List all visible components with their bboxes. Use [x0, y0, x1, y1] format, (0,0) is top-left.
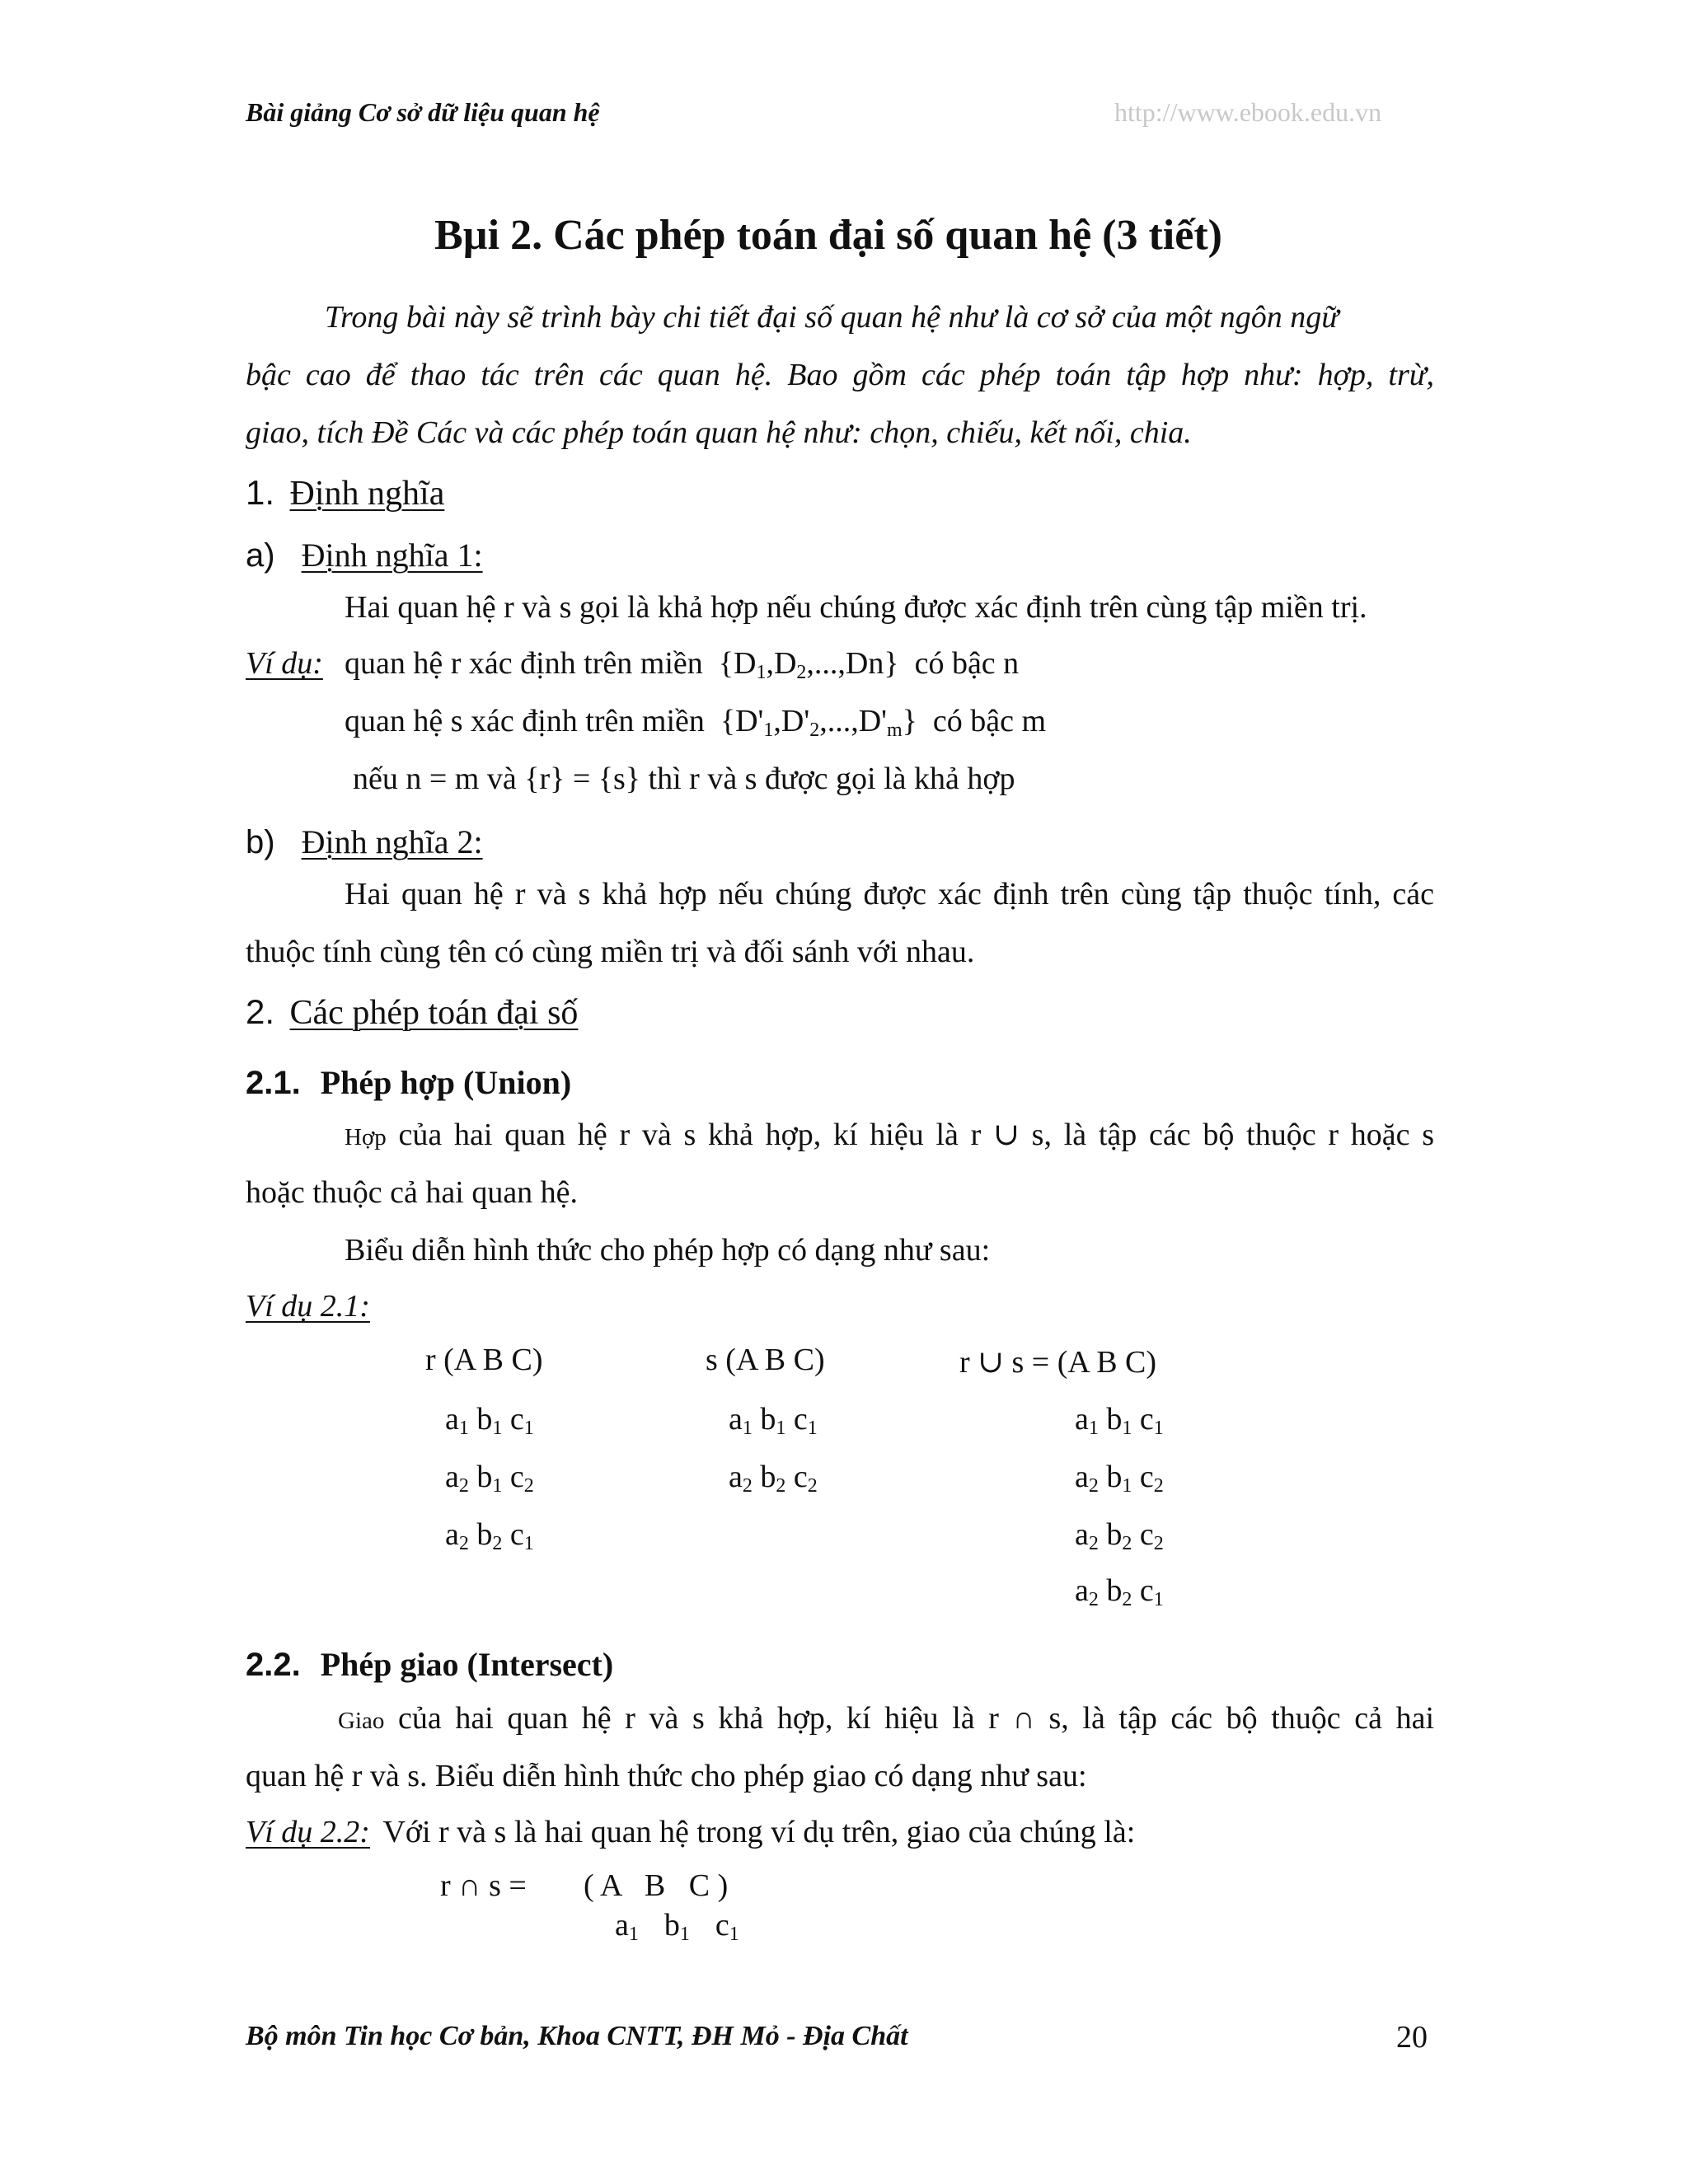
domain-set: [719, 646, 899, 681]
subscript: 2: [809, 719, 820, 741]
subsection-2-2-heading: [246, 1645, 613, 1684]
subsection-2-1-number: 2.1.: [246, 1065, 301, 1101]
intro-text: bậc cao để thao tác trên các quan hệ. Bao gồm các phép toán tập hợp như: hợp, trừ,: [246, 358, 1434, 392]
intro-line-3: giao, tích Đề Các và các phép toán quan hệ như: chọn, chiếu, kết nối, chia.: [246, 415, 1192, 450]
subscript: 1: [492, 1475, 503, 1497]
subsection-2-1-heading: [246, 1063, 571, 1102]
relation-r-row: $a_2$ $b_1$ $c_2$: [445, 1460, 534, 1497]
intro-line-2: [246, 346, 1434, 404]
relation-r-row: $a_1$ $b_1$ $c_1$: [445, 1402, 534, 1439]
union-result-row: $a_2$ $b_2$ $c_1$: [1075, 1573, 1164, 1610]
union-text: của hai quan hệ r và s khả hợp, kí hiệu là r ∪ s, là tập các bộ thuộc r hoặc s: [398, 1118, 1435, 1152]
subscript: 1: [763, 719, 774, 741]
domain-part: {D: [718, 646, 757, 681]
section-1-title: Định nghĩa: [289, 475, 445, 513]
subscript: 2: [776, 1475, 786, 1497]
subscript: 1: [1122, 1418, 1132, 1439]
example-2-2: [246, 1803, 1135, 1861]
definition-2-heading: [246, 823, 483, 861]
subscript: 2: [492, 1533, 503, 1554]
subscript: 1: [756, 662, 767, 683]
example-2-1-label: Ví dụ 2.1:: [246, 1289, 370, 1324]
subscript: 2: [1122, 1533, 1132, 1554]
subscript: 1: [523, 1533, 534, 1554]
subscript: 2: [1088, 1589, 1099, 1610]
subscript: 1: [679, 1924, 690, 1945]
section-2-title: Các phép toán đại số: [289, 994, 579, 1032]
example-text: quan hệ r xác định trên miền: [345, 646, 703, 681]
subscript: 1: [1153, 1418, 1164, 1439]
union-line-2: hoặc thuộc cả hai quan hệ.: [246, 1175, 579, 1210]
page-title: Bµi 2. Các phép toán đại số quan hệ (3 tiết): [434, 212, 1222, 259]
union-result-row: $a_1$ $b_1$ $c_1$: [1075, 1402, 1164, 1439]
domain-part: ,D': [773, 704, 810, 738]
intro-text: Trong bài này sẽ trình bày chi tiết đại số quan hệ như là cơ sở của một ngôn ngữ: [325, 300, 1339, 335]
section-2-heading: [246, 992, 578, 1033]
definition-2-line-2: thuộc tính cùng tên có cùng miền trị và đối sánh với nhau.: [246, 935, 975, 969]
subscript: 1: [492, 1418, 503, 1439]
example-line-2: [345, 692, 1046, 750]
example-2-2-label: Ví dụ 2.2:: [246, 1815, 370, 1849]
example-text: có bậc n: [914, 646, 1020, 681]
page-number: 20: [1396, 2020, 1428, 2055]
subscript: 1: [1153, 1589, 1164, 1610]
subsection-2-2-number: 2.2.: [246, 1647, 301, 1683]
domain-part: ,D: [766, 646, 797, 681]
section-2-number: 2.: [246, 992, 275, 1031]
subscript: m: [887, 719, 903, 741]
subscript: 1: [458, 1418, 469, 1439]
subscript: 1: [742, 1418, 753, 1439]
relation-s-header: s (A B C): [706, 1343, 825, 1377]
subscript: 2: [1088, 1475, 1099, 1497]
subscript: 1: [1088, 1418, 1099, 1439]
subscript: 2: [742, 1475, 753, 1497]
subscript: 2: [1088, 1533, 1099, 1554]
domain-part: ,...,D': [819, 704, 887, 738]
intersect-line-2: quan hệ r và s. Biểu diễn hình thức cho phép giao có dạng như sau:: [246, 1759, 1087, 1793]
union-result-row: $a_2$ $b_1$ $c_2$: [1075, 1460, 1164, 1497]
example-line-3: nếu n = m và {r} = {s} thì r và s được gọi là khả hợp: [353, 762, 1015, 796]
relation-s-row: $a_2$ $b_2$ $c_2$: [729, 1460, 818, 1497]
intersect-result-header: ( A B C ): [584, 1868, 729, 1903]
section-1-number: 1.: [246, 473, 275, 512]
intersect-result-lhs: r ∩ s =: [440, 1868, 527, 1903]
definition-2-number: b): [246, 824, 275, 860]
union-line-1: [246, 1106, 1434, 1166]
subscript: 2: [1122, 1589, 1132, 1610]
example-line-1: [345, 635, 1019, 692]
subsection-2-2-title: Phép giao (Intersect): [320, 1646, 614, 1683]
domain-set: [720, 704, 917, 741]
subscript: 2: [523, 1475, 534, 1497]
domain-part: }: [902, 704, 917, 738]
example-2-2-text: Với r và s là hai quan hệ trong ví dụ trên, giao của chúng là:: [382, 1815, 1136, 1849]
subscript: 1: [1122, 1475, 1132, 1497]
subscript: 1: [729, 1924, 739, 1945]
union-result-row: $a_2$ $b_2$ $c_2$: [1075, 1517, 1164, 1554]
definition-2-text: Hai quan hệ r và s khả hợp nếu chúng được xác định trên cùng tập thuộc tính, các: [345, 877, 1434, 912]
intersect-line-1: [246, 1690, 1434, 1750]
definition-1-text: Hai quan hệ r và s gọi là khả hợp nếu chúng được xác định trên cùng tập miền trị.: [345, 590, 1367, 625]
subscript: 2: [1153, 1475, 1164, 1497]
example-text: quan hệ s xác định trên miền: [345, 704, 705, 738]
intro-line-1: [246, 288, 1434, 346]
example-text: có bậc m: [932, 704, 1047, 738]
definition-1-title: Định nghĩa 1:: [301, 537, 483, 574]
definition-1-heading: [246, 536, 483, 574]
union-lead: Hợp: [345, 1124, 387, 1151]
subscript: 2: [796, 662, 807, 683]
subscript: 1: [628, 1924, 639, 1945]
relation-r-header: r (A B C): [425, 1343, 543, 1377]
subscript: 1: [523, 1418, 534, 1439]
relation-s-row: $a_1$ $b_1$ $c_1$: [729, 1402, 818, 1439]
example-label: Ví dụ:: [246, 646, 323, 681]
subscript: 1: [776, 1418, 786, 1439]
union-line-3: Biểu diễn hình thức cho phép hợp có dạng như sau:: [345, 1233, 991, 1268]
subscript: 2: [458, 1533, 469, 1554]
definition-2-line-1: [246, 865, 1434, 923]
subscript: 2: [1153, 1533, 1164, 1554]
footer-department: Bộ môn Tin học Cơ bản, Khoa CNTT, ĐH Mỏ - Địa Chất: [246, 2021, 908, 2051]
intersect-text: của hai quan hệ r và s khả hợp, kí hiệu là r ∩ s, là tập các bộ thuộc cả hai: [397, 1701, 1435, 1736]
subscript: 1: [807, 1418, 818, 1439]
subscript: 2: [807, 1475, 818, 1497]
union-result-header: r ∪ s = (A B C): [959, 1345, 1157, 1380]
subsection-2-1-title: Phép hợp (Union): [320, 1064, 572, 1101]
definition-2-title: Định nghĩa 2:: [301, 823, 483, 860]
subscript: 2: [458, 1475, 469, 1497]
intersect-result-row: $a_1$ $b_1$ $c_1$: [615, 1908, 739, 1945]
domain-part: ,...,Dn}: [806, 646, 899, 681]
definition-1-number: a): [246, 537, 275, 574]
section-1-heading: [246, 473, 444, 513]
intersect-lead: Giao: [338, 1708, 385, 1734]
domain-part: {D': [720, 704, 764, 738]
running-header-url[interactable]: http://www.ebook.edu.vn: [1114, 97, 1382, 127]
running-header-title: Bài giảng Cơ sở dữ liệu quan hệ: [246, 97, 600, 127]
relation-r-row: $a_2$ $b_2$ $c_1$: [445, 1517, 534, 1554]
